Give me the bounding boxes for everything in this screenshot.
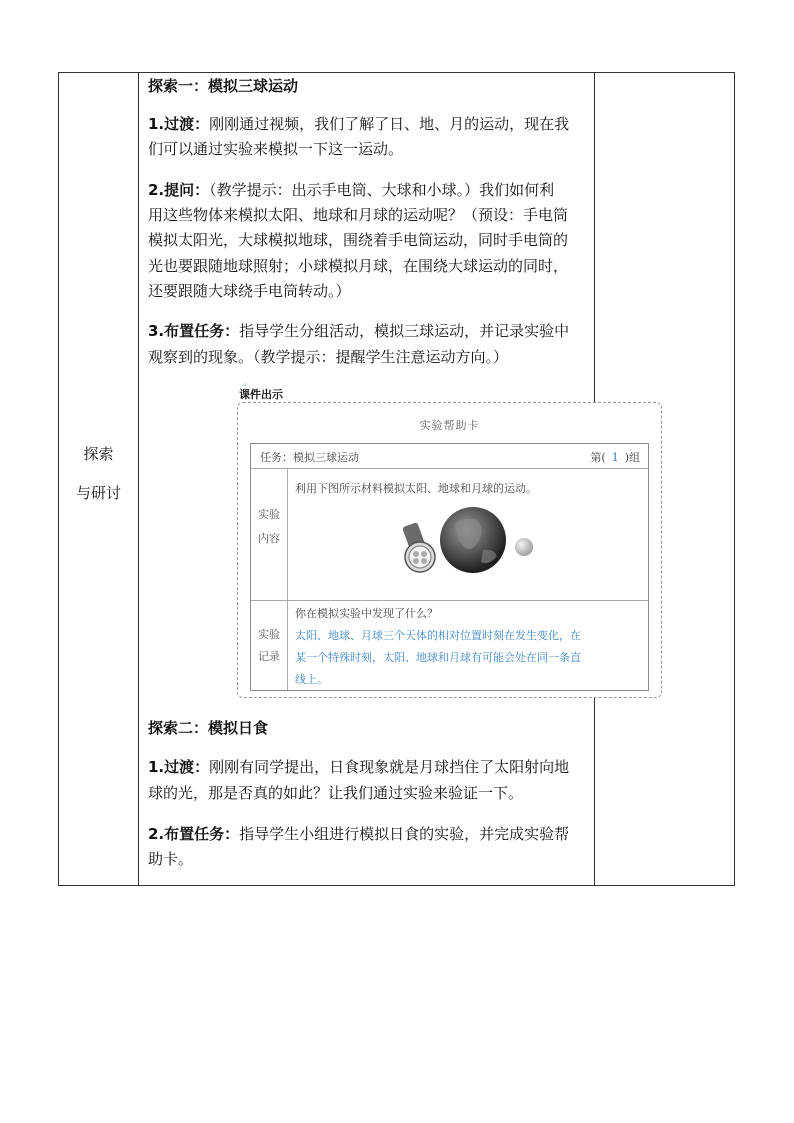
section1-paragraph1-line2: 们可以通过实验来模拟一下这一运动。 [148,140,404,158]
section1-paragraph2: 2.提问：（教学提示：出示手电筒、大球和小球。）我们如何利 [148,181,555,199]
section2-paragraph2-line2: 助卡。 [148,850,194,868]
section1-paragraph3: 3.布置任务：指导学生分组活动，模拟三球运动，并记录实验中 [148,322,570,340]
task-row [251,444,648,469]
section1-paragraph2-line3: 模拟太阳光，大球模拟地球，围绕着手电筒运动，同时手电筒的 [148,231,569,249]
materials-illustration [399,504,539,586]
section1-paragraph2-line5: 还要跟随大球绕手电筒转动。） [148,282,351,300]
courseware-box [237,402,662,698]
section2-paragraph1: 1.过渡：刚刚有同学提出，日食现象就是月球挡住了太阳射向地 [148,758,570,776]
p1-label: 1.过渡： [148,115,210,133]
section2-paragraph2: 2.布置任务：指导学生小组进行模拟日食的实验，并完成实验帮 [148,825,570,843]
flashlight-icon [402,522,435,572]
record-question: 你在模拟实验中发现了什么？ [295,607,438,620]
card-column-divider [287,468,288,690]
record-label-line1: 实验 [258,628,280,641]
earth-ball-icon [440,507,506,573]
record-answer-line1: 太阳、地球、月球三个天体的相对位置时刻在发生变化，在 [295,629,581,642]
p2-label: 2.提问： [148,181,210,199]
stage-label-line2: 与研讨 [75,484,121,502]
section2-paragraph1-line2: 球的光，那是否真的如此？让我们通过实验来验证一下。 [148,784,524,802]
record-answer-line2: 某一个特殊时刻，太阳、地球和月球有可能会处在同一条直 [295,651,581,664]
card-title: 实验帮助卡 [419,419,480,432]
section1-paragraph3-line2: 观察到的现象。（教学提示：提醒学生注意运动方向。） [148,348,509,366]
p3-label: 3.布置任务： [148,322,240,340]
moon-ball-icon [515,538,533,556]
section2-heading: 探索二：模拟日食 [148,719,269,737]
content-label-line2: 内容 [258,532,280,545]
column-divider [138,73,139,885]
record-answer-line3: 线上。 [295,673,328,686]
lesson-table [58,72,735,886]
group-number: 第( 1 )组 [590,451,640,464]
courseware-tag: 课件出示 [236,386,286,402]
section1-paragraph2-line2: 用这些物体来模拟太阳、地球和月球的运动呢？（预设：手电筒 [148,206,569,224]
s2-p2-label: 2.布置任务： [148,825,240,843]
stage-cell [59,73,138,885]
section1-heading: 探索一：模拟三球运动 [148,77,299,95]
record-label-line2: 记录 [258,650,280,663]
content-text: 利用下图所示材料模拟太阳、地球和月球的运动。 [295,482,537,495]
content-label-line1: 实验 [258,508,280,521]
card-row-divider [251,600,648,601]
section1-paragraph2-line4: 光也要跟随地球照射；小球模拟月球，在围绕大球运动的同时， [148,257,569,275]
section1-paragraph1: 1.过渡：刚刚通过视频，我们了解了日、地、月的运动，现在我 [148,115,570,133]
stage-label-line1: 探索 [83,445,114,463]
task-label: 任务：模拟三球运动 [260,451,359,464]
s2-p1-label: 1.过渡： [148,758,210,776]
experiment-help-card [250,443,649,691]
